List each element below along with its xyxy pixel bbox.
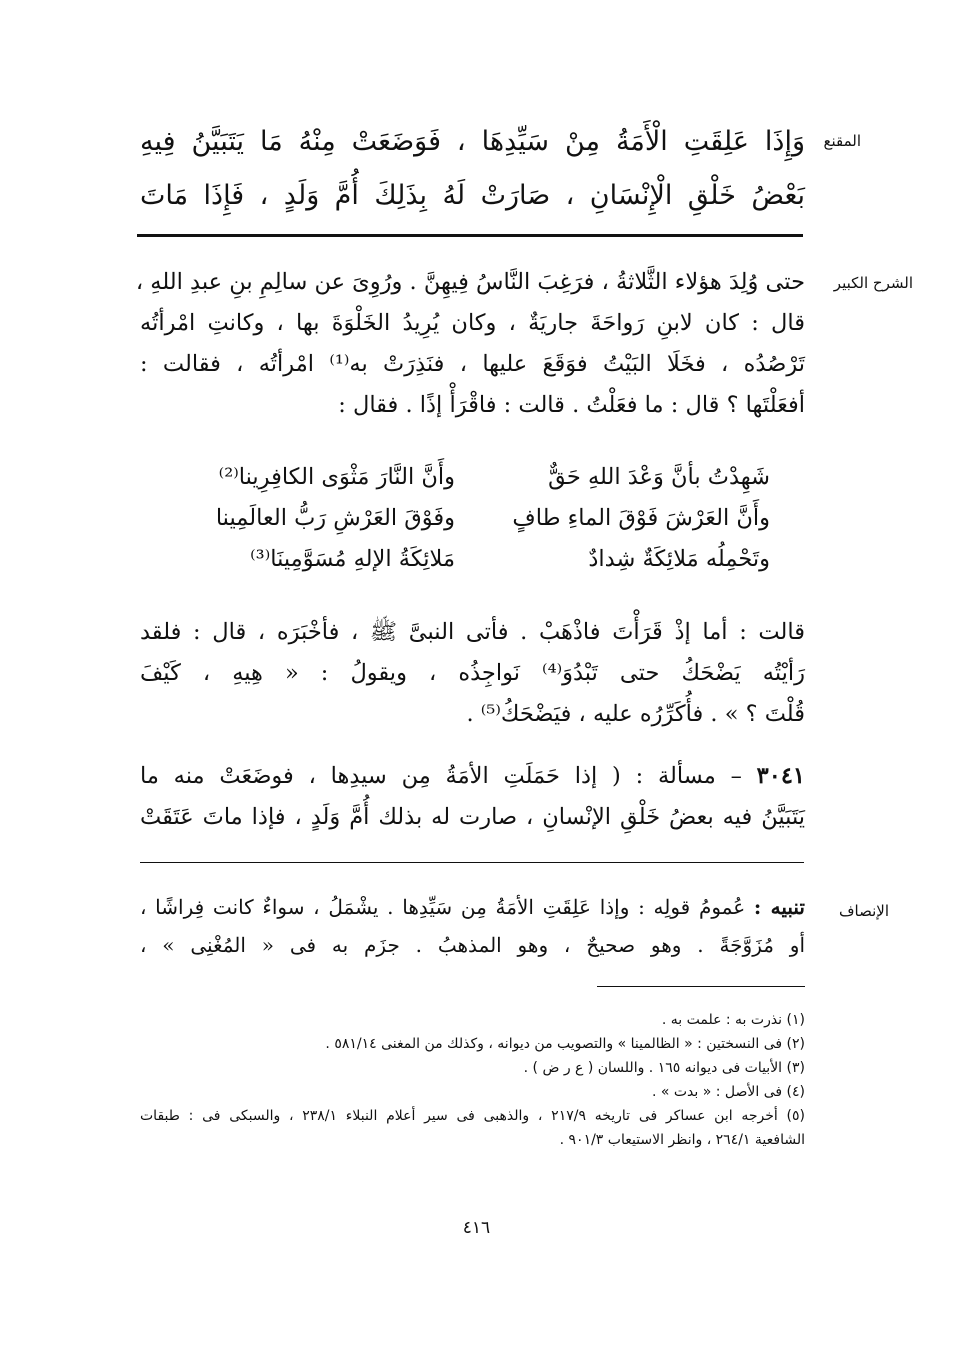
sharh-line: قال : كان لابنِ رَواحَةَ جاريَةٌ ، وكان يُرِيدُ الخَلْوَةَ بها ، وكانتِ امْرأتُه <box>140 310 805 336</box>
poem <box>155 457 770 580</box>
verse-row <box>155 539 770 580</box>
muqni-line: بَعْضُ خَلْقِ الْإِنْسَانِ ، صَارَتْ لَهُ بِذَلِكَ أُمَّ وَلَدٍ ، فَإِذَا مَاتَ <box>140 180 805 211</box>
muqni-line: وَإِذَا عَلِقَتِ الْأَمَةُ مِنْ سَيِّدِهَا ، فَوَضَعَتْ مِنْهُ مَا يَتَبَيَّنُ فِيهِ <box>140 126 805 157</box>
masala-line: يَتَبَيَّنُ فيه بعضُ خَلْقِ الإنْسانِ ، صارت له بذلك أُمَّ وَلَدٍ ، فإذا ماتَ عَتَقَتْ <box>140 804 805 830</box>
insaf-text <box>140 888 805 964</box>
verse-hemistich-left: مَلائِكَةُ الإلهِ مُسَوَّمِينَا⁽³⁾ <box>250 546 455 572</box>
footnote-divider <box>597 986 805 987</box>
verse-hemistich-right: وتَحْمِلُه مَلائِكَةٌ شِدادٌ <box>588 546 770 572</box>
sharh-text-top <box>135 262 805 426</box>
section-divider <box>140 862 804 863</box>
insaf-text-rest: عُمومُ قولِه : وإذا عَلِقَتِ الأمَةُ مِن سَيِّدِها . يشْمَلُ ، سواءٌ كانت فِراشًا ، <box>140 895 746 919</box>
footnote: (٢) فى النسختين : « الظالمينا » والتصويب من ديوانه ، وكذلك من المغنى ٥٨١/١٤ . <box>325 1036 805 1052</box>
insaf-heading: تنبيه : <box>753 895 805 919</box>
label-insaf: الإنصاف <box>838 902 889 920</box>
sharh-line: قُلْتَ ؟ » . فأُكَرِّرُه عليه ، فيَضْحَكُ⁽⁵⁾ . <box>466 701 805 727</box>
sharh-line: تَرْصُدُه ، فخَلَا البَيْتُ فوَقَعَ عليها ، فنَذِرَتْ به⁽¹⁾ امْرأتُه ، فقالت : <box>140 351 805 377</box>
section-divider <box>137 234 803 237</box>
sharh-line: رَأيْتُه يَضْحَكُ حتى تَبْدُوَ⁽⁴⁾ نَواجِذُه ، ويقولُ : « هِيهِ ، كَيْفَ <box>140 660 806 686</box>
verse-hemistich-left: وأَنَّ النَّارَ مَثْوَى الكافِرِينا⁽²⁾ <box>218 464 455 490</box>
label-sharh: الشرح الكبير <box>833 274 913 292</box>
page-number: ٤١٦ <box>462 1218 491 1238</box>
muqni-text <box>140 115 805 223</box>
verse-row <box>155 498 770 539</box>
sharh-text-after <box>140 612 805 735</box>
sharh-line: حتى وُلِدَ هؤلاء الثَّلاثةُ ، فرَغِبَ النَّاسُ فِيهِنَّ . ورُوِىَ عن سالِمِ بنِ عبدِ اللهِ ، <box>135 269 805 295</box>
footnote: (٣) الأبيات فى ديوانه ١٦٥ . واللسان ( ع ر ض ) . <box>523 1060 805 1076</box>
masala-text: – مسألة : ( إذا حَمَلَتِ الأمَةُ مِن سيدِها ، فوضَعَتْ منه ما <box>140 763 742 789</box>
insaf-line <box>140 888 805 926</box>
verse-row <box>155 457 770 498</box>
verse-hemistich-left: وفَوْقَ العَرْشِ رَبُّ العالَمِينا <box>215 505 455 531</box>
footnote: (٤) فى الأصل : « بدت » . <box>651 1084 805 1100</box>
sharh-line: أفعَلْتَها ؟ قال : ما فعَلْتُ . قالت : فاقْرَأْ إذًا . فقال : <box>338 392 805 418</box>
masala-number: ٣٠٤١ <box>756 763 805 789</box>
footnote: (٥) أخرجه ابن عساكر فى تاريخه ٢١٧/٩ ، والذهبى فى سير أعلام النبلاء ٢٣٨/١ ، والسبكى فى : طبقات <box>140 1108 805 1124</box>
masala-3041 <box>140 756 805 838</box>
insaf-line: أو مُزَوَّجَةً . وهو صحيحٌ ، وهو المذهبُ . جزَم به فى « المُغْنِى » ، <box>140 933 805 957</box>
label-muqni: المقنع <box>823 132 861 150</box>
footnote: الشافعية ٢٦٤/١ ، وانظر الاستيعاب ٩٠١/٣ . <box>559 1132 805 1148</box>
sharh-line: قالت : أما إذْ قَرَأْتَ فاذْهَبْ . فأتى النبىَّ ﷺ ، فأخْبَرَه ، قال : فلقد <box>140 619 805 645</box>
verse-hemistich-right: وأَنَّ العَرْشَ فَوْقَ الماءِ طافٍ <box>512 505 770 531</box>
verse-hemistich-right: شَهِدْتُ بأنَّ وَعْدَ اللهِ حَقٌّ <box>548 464 770 490</box>
masala-line <box>140 756 805 797</box>
footnotes <box>140 1008 805 1152</box>
footnote: (١) نذرت به : علمت به . <box>661 1012 805 1028</box>
